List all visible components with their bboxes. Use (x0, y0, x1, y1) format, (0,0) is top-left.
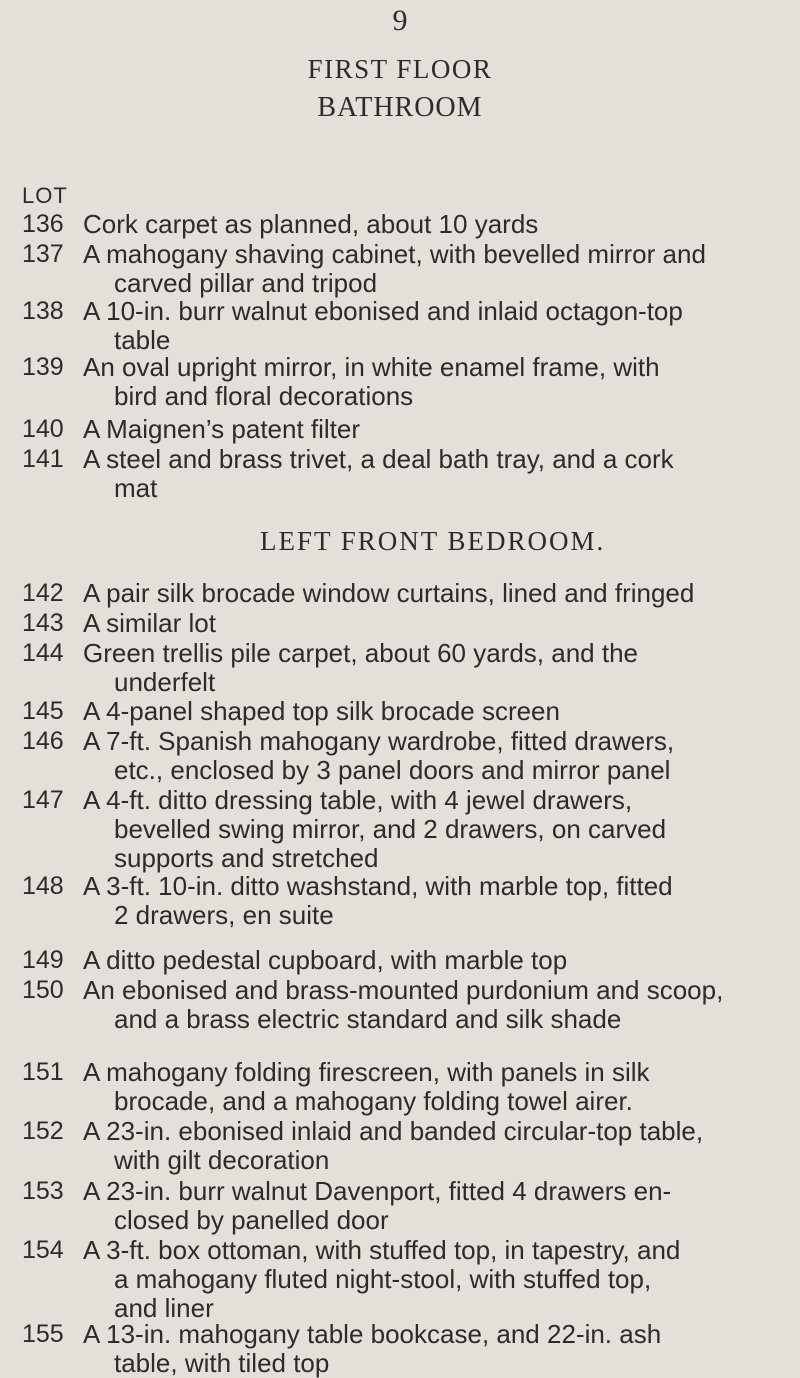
lot-number: 152 (22, 1117, 64, 1145)
lot-description (83, 1176, 786, 1235)
lot-description-line: A 3-ft. box ottoman, with stuffed top, in tapestry, and (83, 1235, 681, 1265)
lot-description-line: Green trellis pile carpet, about 60 yards, and the (83, 638, 638, 668)
lot-description-line: supports and stretched (114, 843, 379, 873)
lot-description-line: A mahogany shaving cabinet, with bevelled mirror and (83, 239, 706, 269)
lot-description-line: table, with tiled top (114, 1348, 330, 1378)
lot-column-header: LOT (22, 183, 68, 208)
lot-description-line: A 23-in. burr walnut Davenport, fitted 4 drawers en- (83, 1176, 672, 1206)
section-heading-bathroom: BATHROOM (317, 92, 483, 123)
lot-description-line: table (114, 325, 171, 355)
lot-description-line: closed by panelled door (114, 1205, 389, 1235)
lot-description-line: brocade, and a mahogany folding towel airer. (114, 1086, 633, 1116)
section-heading-left-front-bedroom: LEFT FRONT BEDROOM. (260, 526, 606, 556)
lot-description-line: An ebonised and brass-mounted purdonium and scoop, (83, 975, 724, 1005)
lot-description-line: and liner (114, 1293, 214, 1323)
lot-description-line: A mahogany folding firescreen, with panels in silk (83, 1057, 650, 1087)
lot-description-line: A 23-in. ebonised inlaid and banded circular-top table, (83, 1116, 704, 1146)
lot-description-line: A pair silk brocade window curtains, lined and fringed (83, 578, 695, 608)
lot-number: 149 (22, 946, 64, 974)
lot-number: 138 (22, 297, 64, 325)
lot-number: 150 (22, 976, 64, 1004)
lot-description-line: 2 drawers, en suite (114, 900, 334, 930)
lot-description (83, 608, 786, 638)
lot-number: 144 (22, 639, 64, 667)
lot-description (83, 239, 786, 298)
lot-description (83, 1116, 786, 1175)
lot-description-line: carved pillar and tripod (114, 268, 378, 298)
lot-description-line: bevelled swing mirror, and 2 drawers, on carved (114, 814, 667, 844)
lot-description-line: A 7-ft. Spanish mahogany wardrobe, fitted drawers, (83, 726, 675, 756)
lot-description (83, 296, 786, 355)
lot-description-line: Cork carpet as planned, about 10 yards (83, 209, 539, 239)
lot-number: 147 (22, 786, 64, 814)
lot-description (83, 1057, 786, 1116)
lot-number: 137 (22, 240, 64, 268)
lot-number: 143 (22, 609, 64, 637)
lot-description-line: etc., enclosed by 3 panel doors and mirror panel (114, 755, 671, 785)
lot-description (83, 945, 786, 975)
lot-description (83, 785, 786, 873)
lot-description-line: A 4-panel shaped top silk brocade screen (83, 696, 560, 726)
lot-description (83, 1235, 786, 1323)
lot-number: 153 (22, 1177, 64, 1205)
lot-description (83, 352, 786, 411)
lot-description-line: A 4-ft. ditto dressing table, with 4 jewel drawers, (83, 785, 633, 815)
floor-heading: FIRST FLOOR (307, 54, 493, 84)
lot-number: 155 (22, 1320, 64, 1348)
page-number: 9 (392, 4, 408, 37)
lot-description (83, 638, 786, 697)
lot-number: 146 (22, 727, 64, 755)
lot-description-line: A steel and brass trivet, a deal bath tray, and a cork (83, 444, 674, 474)
lot-number: 139 (22, 353, 64, 381)
lot-description-line: bird and floral decorations (114, 381, 414, 411)
lot-description (83, 209, 786, 239)
lot-description (83, 871, 786, 930)
lot-description (83, 975, 786, 1034)
lot-description-line: a mahogany fluted night-stool, with stuffed top, (114, 1264, 652, 1294)
lot-number: 148 (22, 872, 64, 900)
lot-description-line: An oval upright mirror, in white enamel frame, with (83, 352, 660, 382)
lot-description (83, 414, 786, 444)
lot-number: 136 (22, 210, 64, 238)
lot-description (83, 1319, 786, 1378)
lot-number: 151 (22, 1058, 64, 1086)
lot-description-line: underfelt (114, 667, 216, 697)
lot-description-line: mat (114, 473, 158, 503)
lot-description-line: and a brass electric standard and silk shade (114, 1004, 622, 1034)
lot-number: 142 (22, 579, 64, 607)
lot-description-line: A similar lot (83, 608, 216, 638)
lot-description-line: A ditto pedestal cupboard, with marble top (83, 945, 568, 975)
lot-description-line: A 13-in. mahogany table bookcase, and 22-in. ash (83, 1319, 662, 1349)
lot-number: 140 (22, 415, 64, 443)
lot-description-line: with gilt decoration (114, 1145, 330, 1175)
lot-description (83, 444, 786, 503)
lot-description-line: A 10-in. burr walnut ebonised and inlaid octagon-top (83, 296, 683, 326)
lot-number: 145 (22, 697, 64, 725)
lot-description (83, 696, 786, 726)
lot-description-line: A 3-ft. 10-in. ditto washstand, with marble top, fitted (83, 871, 673, 901)
lot-description (83, 726, 786, 785)
lot-description (83, 578, 786, 608)
lot-number: 141 (22, 445, 64, 473)
lot-number: 154 (22, 1236, 64, 1264)
lot-description-line: A Maignen’s patent filter (83, 414, 361, 444)
